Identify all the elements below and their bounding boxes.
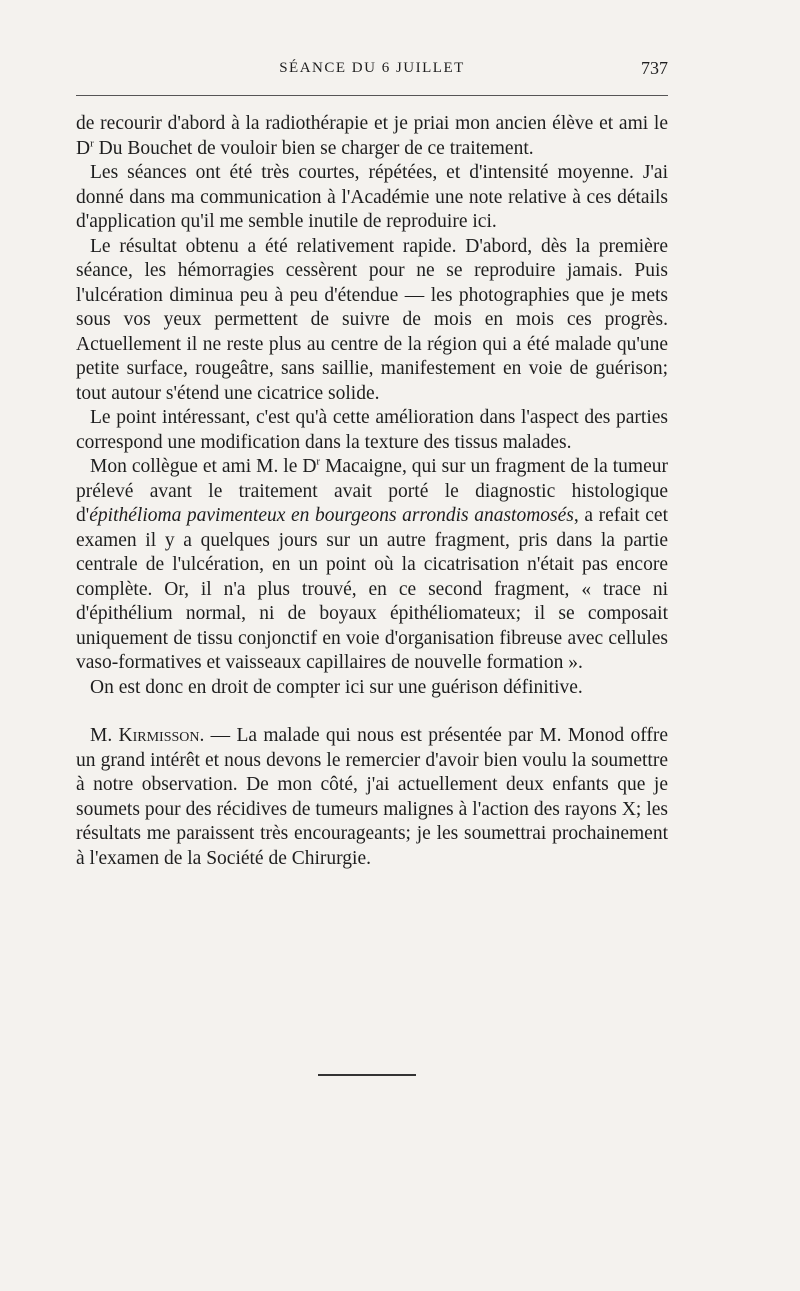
paragraph-3: Le résultat obtenu a été relativement rapide. D'abord, dès la première séance, les hémorragies cessèrent pour ne se reproduire jamais. Puis l'ulcération diminua peu à peu d'étendue — les photographies que je mets sous vos yeux permettent de suivre de mois en mois ces progrès. Actuellement il ne reste plus au centre de la région qui a été malade qu'une petite surface, rougeâtre, sans saillie, manifestement en voie de guérison; tout autour s'étend une cicatrice solide. bbox=[76, 235, 668, 404]
paragraph-2: Les séances ont été très courtes, répétées, et d'intensité moyenne. J'ai donné dans ma communication à l'Académie une note relative à ces détails d'application qu'il me semble inutile de reproduire ici. bbox=[76, 162, 668, 232]
paragraph-6: On est donc en droit de compter ici sur une guérison définitive. bbox=[90, 676, 583, 698]
paragraph-7 bbox=[76, 724, 668, 871]
page-number: 737 bbox=[641, 58, 668, 78]
paragraph-5 bbox=[76, 455, 668, 676]
end-rule bbox=[318, 1074, 416, 1076]
paragraph-5-italic: épithélioma pavimenteux en bourgeons arrondis anastomosés bbox=[89, 505, 574, 526]
paragraph-5-part-c: , a refait cet examen il y a quelques jours sur un autre fragment, pris dans la partie centrale de l'ulcération, en un point où la cicatrisation n'était pas encore complète. Or, il n'a plus trouvé, en ce second fragment, « trace ni d'épithélium normal, ni de boyaux épithéliomateux; il se composait uniquement de tissu conjonctif en voie d'organisation fibreuse avec cellules vaso-formatives et vaisseaux capillaires de nouvelle formation ». bbox=[76, 505, 669, 673]
paragraph-1-sup: r bbox=[90, 137, 94, 149]
paragraph-5-part-b: Macaigne, qui sur un fragment de la tumeur prélevé avant le traitement avait porté le diagnostic histologique d' bbox=[76, 456, 668, 526]
header-rule bbox=[76, 95, 668, 96]
paragraph-5-sup: r bbox=[316, 455, 321, 468]
paragraph-4: Le point intéressant, c'est qu'à cette amélioration dans l'aspect des parties correspond une modification dans la texture des tissus malades. bbox=[76, 407, 668, 453]
page-header bbox=[76, 56, 668, 86]
speaker-name: M. Kirmisson. bbox=[90, 725, 205, 746]
running-head: SÉANCE DU 6 JUILLET bbox=[279, 60, 465, 76]
paragraph-1 bbox=[76, 112, 668, 161]
paragraph-1-text: de recourir d'abord à la radiothérapie et je priai mon ancien élève et ami le D bbox=[76, 113, 668, 159]
paragraph-7-text: — La malade qui nous est présentée par M. Monod offre un grand intérêt et nous devons le remercier d'avoir bien voulu la soumettre à notre observation. De mon côté, j'ai actuellement deux enfants que je soumets pour des récidives de tumeurs malignes à l'action des rayons X; les résultats me paraissent très encourageants; je les soumettrai prochainement à l'examen de la Société de Chirurgie. bbox=[76, 725, 669, 869]
paragraph-5-part-a: Mon collègue et ami M. le D bbox=[90, 456, 317, 477]
paragraph-1-rest: Du Bouchet de vouloir bien se charger de ce traitement. bbox=[93, 137, 534, 159]
body-text bbox=[76, 112, 668, 871]
